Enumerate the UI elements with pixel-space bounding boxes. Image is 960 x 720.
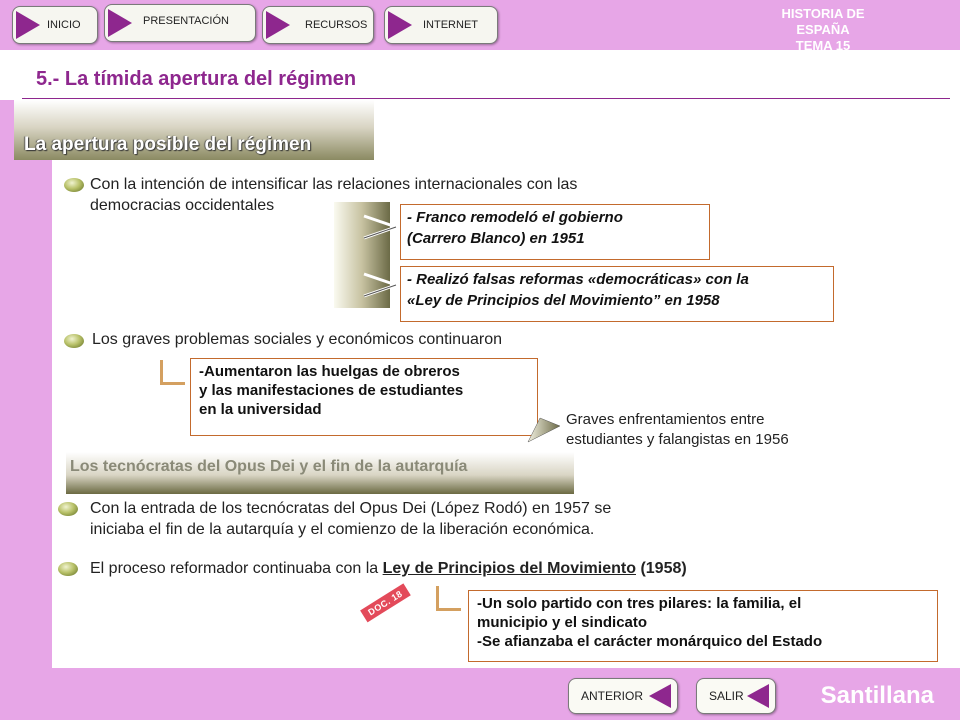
bullet-icon <box>64 178 84 192</box>
bullet-icon <box>58 502 78 516</box>
nav-label: INTERNET <box>423 19 478 31</box>
nav-button-recursos[interactable] <box>262 6 374 44</box>
section-header-apertura <box>14 100 374 160</box>
arrow-right-icon <box>526 416 562 444</box>
brand-subtitle: TEMA 15 <box>795 38 851 53</box>
box-line: -Se afianzaba el carácter monárquico del Estado <box>477 633 823 650</box>
section-title: La apertura posible del régimen <box>24 134 312 155</box>
note-line: Graves enfrentamientos entre <box>566 411 765 428</box>
box-franco-gobierno <box>400 204 710 260</box>
nav-label: PRESENTACIÓN <box>143 15 229 27</box>
box-line: -Un solo partido con tres pilares: la familia, el <box>477 595 802 612</box>
brand-title: HISTORIA DE ESPAÑA <box>781 6 865 37</box>
point-line: democracias occidentales <box>90 197 275 214</box>
box-line: y las manifestaciones de estudiantes <box>199 382 464 399</box>
bullet-icon <box>58 562 78 576</box>
note-line: estudiantes y falangistas en 1956 <box>566 431 789 448</box>
box-line: - Franco remodeló el gobierno <box>407 209 623 226</box>
point-problemas: Los graves problemas sociales y económicos continuaron <box>92 331 502 348</box>
anterior-button[interactable] <box>568 678 678 714</box>
point-proceso <box>90 558 687 579</box>
section-header-tecnocratas <box>66 452 574 494</box>
publisher-logo: Santillana <box>820 682 934 709</box>
box-line: (Carrero Blanco) en 1951 <box>407 230 585 247</box>
play-triangle-icon <box>108 9 132 37</box>
point-line: iniciaba el fin de la autarquía y el comienzo de la liberación económica. <box>90 521 595 538</box>
section-title: Los tecnócratas del Opus Dei y el fin de la autarquía <box>70 458 468 475</box>
box-line: municipio y el sindicato <box>477 614 648 631</box>
chevron-right-icon <box>362 272 398 298</box>
nav-button-inicio[interactable] <box>12 6 98 44</box>
point-text: (1958) <box>636 560 687 577</box>
chevron-right-icon <box>362 214 398 240</box>
box-line: en la universidad <box>199 401 322 418</box>
play-triangle-icon <box>16 11 40 39</box>
box-huelgas <box>190 358 538 436</box>
button-label: SALIR <box>709 689 744 703</box>
box-line: - Realizó falsas reformas «democráticas» con la <box>407 271 749 288</box>
note-enfrentamientos <box>566 410 789 450</box>
nav-label: INICIO <box>47 19 81 31</box>
brand <box>758 6 888 54</box>
back-triangle-icon <box>649 684 671 708</box>
title-divider <box>22 98 950 99</box>
elbow-arrow-icon <box>160 360 185 385</box>
point-text: El proceso reformador continuaba con la <box>90 560 383 577</box>
salir-button[interactable] <box>696 678 776 714</box>
play-triangle-icon <box>266 11 290 39</box>
nav-button-presentacion[interactable] <box>104 4 256 42</box>
page-title: 5.- La tímida apertura del régimen <box>36 68 357 90</box>
button-label: ANTERIOR <box>581 689 644 703</box>
box-falsas-reformas <box>400 266 834 322</box>
box-partido-unico <box>468 590 938 662</box>
point-line: Con la entrada de los tecnócratas del Opus Dei (López Rodó) en 1957 se <box>90 500 612 517</box>
ley-principios-link[interactable]: Ley de Principios del Movimiento <box>382 560 636 577</box>
nav-button-internet[interactable] <box>384 6 498 44</box>
bullet-icon <box>64 334 84 348</box>
point-line: Con la intención de intensificar las relaciones internacionales con las <box>90 176 578 193</box>
back-triangle-icon <box>747 684 769 708</box>
nav-label: RECURSOS <box>305 19 368 31</box>
point-tecnocratas <box>90 498 611 540</box>
doc-badge[interactable]: DOC. 18 <box>360 584 410 623</box>
box-line: -Aumentaron las huelgas de obreros <box>199 363 460 380</box>
elbow-arrow-icon <box>436 586 461 611</box>
bottom-bar <box>0 668 960 720</box>
left-band <box>0 100 52 668</box>
play-triangle-icon <box>388 11 412 39</box>
box-line: «Ley de Principios del Movimiento” en 1958 <box>407 292 720 309</box>
